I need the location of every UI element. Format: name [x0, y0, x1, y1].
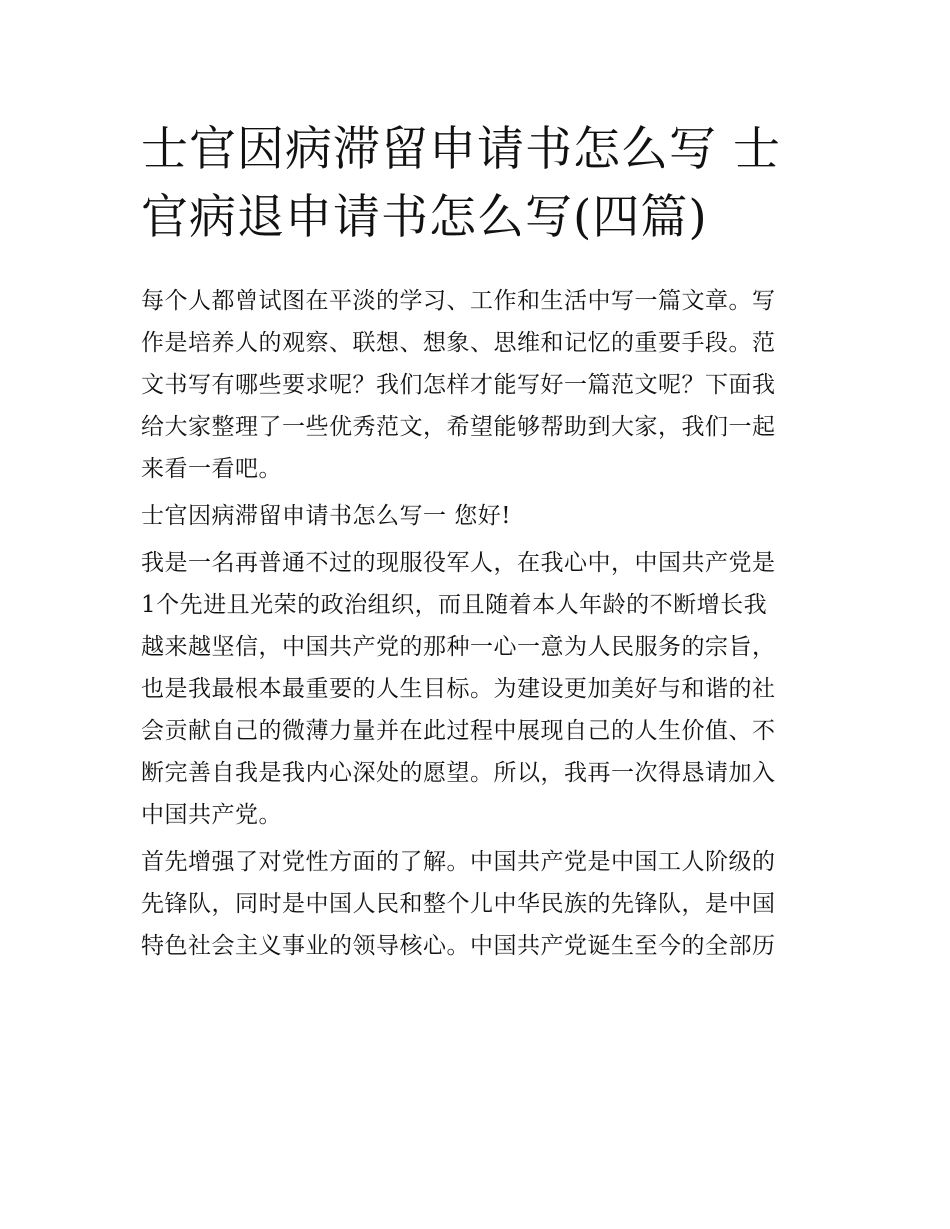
paragraph-intro [141, 280, 821, 490]
text-line: 先锋队，同时是中国人民和整个儿中华民族的先锋队，是中国 [141, 891, 776, 917]
text-line: 会贡献自己的微薄力量并在此过程中展现自己的人生价值、不 [141, 718, 776, 744]
title-line: 官病退申请书怎么写(四篇) [141, 190, 708, 245]
text-line: 给大家整理了一些优秀范文，希望能够帮助到大家，我们一起 [141, 414, 776, 440]
text-line: 越来越坚信，中国共产党的那种一心一意为人民服务的宗旨， [141, 634, 776, 660]
text-line: 首先增强了对党性方面的了解。中国共产党是中国工人阶级的 [141, 849, 776, 875]
document-title [141, 116, 821, 252]
text-line: 我是一名再普通不过的现服役军人，在我心中，中国共产党是 [141, 550, 776, 576]
document-body [141, 280, 821, 972]
text-line: 文书写有哪些要求呢？我们怎样才能写好一篇范文呢？下面我 [141, 372, 776, 398]
text-line: 中国共产党。 [141, 802, 282, 828]
paragraph-understanding [141, 841, 821, 967]
text-line: 作是培养人的观察、联想、想象、思维和记忆的重要手段。范 [141, 330, 776, 356]
paragraph-statement [141, 542, 821, 836]
text-line: 特色社会主义事业的领导核心。中国共产党诞生至今的全部历 [141, 933, 776, 959]
text-line: 士官因病滞留申请书怎么写一 您好! [141, 503, 512, 529]
text-line: 断完善自我是我内心深处的愿望。所以，我再一次得恳请加入 [141, 760, 776, 786]
text-line: 也是我最根本最重要的人生目标。为建设更加美好与和谐的社 [141, 676, 776, 702]
text-line: 1个先进且光荣的政治组织，而且随着本人年龄的不断增长我 [141, 592, 768, 618]
paragraph-section-heading [141, 495, 821, 537]
text-line: 来看一看吧。 [141, 456, 282, 482]
title-line: 士官因病滞留申请书怎么写 士 [141, 122, 781, 177]
text-line: 每个人都曾试图在平淡的学习、工作和生活中写一篇文章。写 [141, 288, 776, 314]
